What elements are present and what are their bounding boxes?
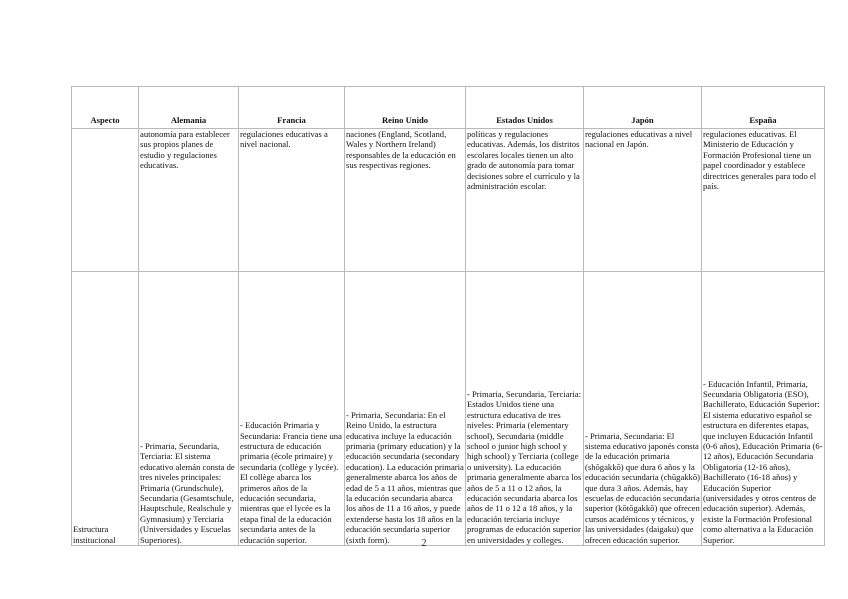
cell-alemania: autonomía para establecer sus propios planes de estudio y regulaciones educativas. bbox=[139, 129, 239, 272]
table-row bbox=[72, 272, 825, 546]
table-row bbox=[72, 129, 825, 272]
header-aspecto: Aspecto bbox=[72, 87, 139, 129]
cell-japon: - Primaria, Secundaria: El sistema educativo japonés consta de la educación primaria (shōgakkō) que dura 6 años y la educación secundaria (chūgakkō) que dura 3 años. Además, hay escuelas de educación secundaria superior (kōtōgakkō) que ofrecen cursos académicos y técnicos, y las universidades (daigaku) que ofrecen educación superior. bbox=[584, 272, 702, 546]
cell-espana: regulaciones educativas. El Ministerio de Educación y Formación Profesional tiene un papel coordinador y establece directrices generales para todo el país. bbox=[702, 129, 825, 272]
cell-espana: - Educación Infantil, Primaria, Secundaria Obligatoria (ESO), Bachillerato, Educación Superior: El sistema educativo español se estructura en diferentes etapas, que incluyen Educación Infantil (0-6 años), Educación Primaria (6-12 años), Educación Secundaria Obligatoria (12-16 años), Bachillerato (16-18 años) y Educación Superior (universidades y otros centros de educación superior). Además, existe la Formación Profesional como alternativa a la Educación Superior. bbox=[702, 272, 825, 546]
header-espana: España bbox=[702, 87, 825, 129]
cell-aspecto: Estructura institucional bbox=[72, 272, 139, 546]
cell-japon: regulaciones educativas a nivel nacional en Japón. bbox=[584, 129, 702, 272]
cell-estados-unidos: políticas y regulaciones educativas. Además, los distritos escolares locales tienen un alto grado de autonomía para tomar decisiones sobre el currículo y la administración escolar. bbox=[466, 129, 584, 272]
cell-reino-unido: - Primaria, Secundaria: En el Reino Unido, la estructura educativa incluye la educación primaria (primary education) y la educación secundaria (secondary education). La educación primaria generalmente abarca los años de edad de 5 a 11 años, mientras que la educación secundaria abarca los años de 11 a 16 años, y puede extenderse hasta los 18 años en la educación secundaria superior (sixth form). bbox=[345, 272, 466, 546]
cell-francia: - Educación Primaria y Secundaria: Francia tiene una estructura de educación primaria (école primaire) y secundaria (collège y lycée). El collège abarca los primeros años de la educación secundaria, mientras que el lycée es la etapa final de la educación secundaria antes de la educación superior. bbox=[239, 272, 345, 546]
header-alemania: Alemania bbox=[139, 87, 239, 129]
cell-aspecto bbox=[72, 129, 139, 272]
cell-estados-unidos: - Primaria, Secundaria, Terciaria: Estados Unidos tiene una estructura educativa de tres niveles: Primaria (elementary school), Secundaria (middle school o junior high school y high school) y Terciaria (college o university). La educación primaria generalmente abarca los años de 5 a 11 o 12 años, la educación secundaria abarca los años de 11 o 12 a 18 años, y la educación terciaria incluye programas de educación superior en universidades y colleges. bbox=[466, 272, 584, 546]
comparison-table bbox=[71, 86, 825, 546]
header-reino-unido: Reino Unido bbox=[345, 87, 466, 129]
header-japon: Japón bbox=[584, 87, 702, 129]
cell-alemania: - Primaria, Secundaria, Terciaria: El sistema educativo alemán consta de tres niveles principales: Primaria (Grundschule), Secundaria (Gesamtschule, Hauptschule, Realschule y Gymnasium) y Terciaria (Universidades y Escuelas Superiores). bbox=[139, 272, 239, 546]
cell-reino-unido: naciones (England, Scotland, Wales y Northern Ireland) responsables de la educación en sus respectivas regiones. bbox=[345, 129, 466, 272]
page-number: 2 bbox=[421, 538, 427, 549]
cell-francia: regulaciones educativas a nivel nacional. bbox=[239, 129, 345, 272]
header-francia: Francia bbox=[239, 87, 345, 129]
header-row bbox=[72, 87, 825, 129]
header-estados-unidos: Estados Unidos bbox=[466, 87, 584, 129]
